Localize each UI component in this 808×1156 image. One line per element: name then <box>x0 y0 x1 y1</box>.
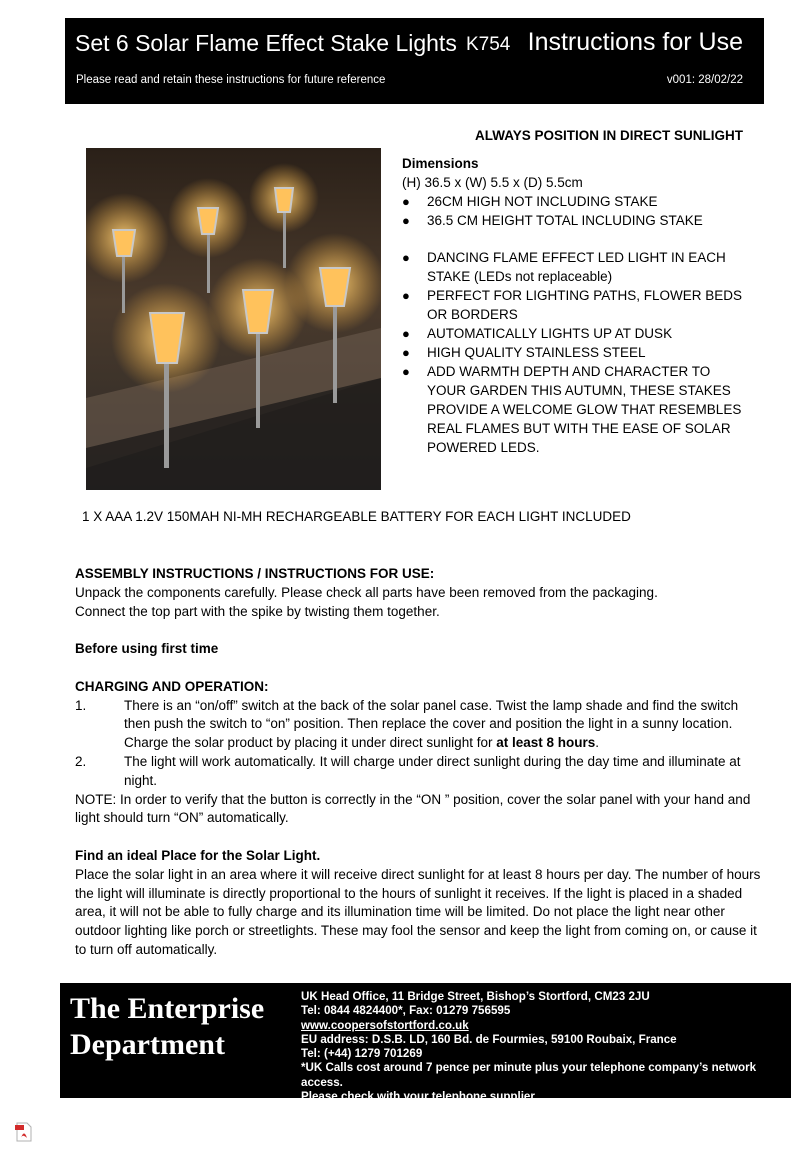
product-photo <box>86 148 381 490</box>
charging-heading: CHARGING AND OPERATION: <box>75 678 269 694</box>
list-item: ● PERFECT FOR LIGHTING PATHS, FLOWER BEDS OR BORDERS <box>402 288 743 322</box>
uk-address: UK Head Office, 11 Bridge Street, Bishop’s Stortford, CM23 2JU <box>301 990 650 1003</box>
instructions-body <box>75 565 765 960</box>
bullet-icon: ● <box>402 345 410 360</box>
call-cost-note: *UK Calls cost around 7 pence per minute plus your telephone company’s network access. <box>301 1061 757 1089</box>
note: NOTE: In order to verify that the button is correctly in the “ON ” position, cover the solar panel with your hand and light should turn “ON” automatically. <box>75 791 751 826</box>
list-item: ● DANCING FLAME EFFECT LED LIGHT IN EACH STAKE (LEDs not replaceable) <box>402 250 726 284</box>
header-banner <box>65 18 764 104</box>
uk-phone: Tel: 0844 4824400*, Fax: 01279 756595 <box>301 1004 511 1018</box>
product-title: Set 6 Solar Flame Effect Stake Lights <box>75 30 457 56</box>
contact-info <box>301 990 791 1104</box>
assembly-line-1: Unpack the components carefully. Please check all parts have been removed from the packaging. <box>75 584 658 600</box>
footer-banner <box>60 983 791 1104</box>
list-item: ● 36.5 CM HEIGHT TOTAL INCLUDING STAKE <box>402 213 703 228</box>
place-text: Place the solar light in an area where it will receive direct sunlight for at least 8 hours per day. The number of hours the light will illuminate is directly proportional to the hours of sunlight it receives. If the light is placed in a shaded area, it will not be able to fully charge and its illumination time will be limited. Do not place the light near other outdoor lighting like porch or streetlights. These may fool the sensor and keep the light from coming on, or cause it to turn off automatically. <box>75 866 761 957</box>
company-brand: The Enterprise Department <box>70 992 265 1061</box>
bullet-icon: ● <box>402 364 410 379</box>
version-date: v001: 28/02/22 <box>666 74 743 86</box>
eu-phone: Tel: (+44) 1279 701269 <box>301 1047 423 1061</box>
bullet-icon: ● <box>402 194 410 209</box>
assembly-line-2: Connect the top part with the spike by twisting them together. <box>75 603 440 619</box>
list-item: ● HIGH QUALITY STAINLESS STEEL <box>402 345 646 360</box>
assembly-heading: ASSEMBLY INSTRUCTIONS / INSTRUCTIONS FOR USE: <box>75 566 435 581</box>
step-1: 1. There is an “on/off” switch at the back of the solar panel case. Twist the lamp shade and find the switch then push the switch to “on” position. Then replace the cover and position the light in a sunny location. Charge the solar product by placing it under direct sunlight for at least 8 hours. <box>75 697 739 751</box>
bullet-icon: ● <box>402 288 410 303</box>
sunlight-warning: ALWAYS POSITION IN DIRECT SUNLIGHT <box>474 128 743 143</box>
list-item: ● 26CM HIGH NOT INCLUDING STAKE <box>402 194 658 209</box>
retain-notice: Please read and retain these instructions for future reference <box>76 74 386 86</box>
instructions-title: Instructions for Use <box>527 28 743 56</box>
dimensions-title: Dimensions <box>402 156 479 171</box>
bullet-icon: ● <box>402 250 410 265</box>
eu-address: EU address: D.S.B. LD, 160 Bd. de Fourmies, 59100 Roubaix, France <box>301 1032 677 1046</box>
dimensions-size: (H) 36.5 x (W) 5.5 x (D) 5.5cm <box>402 175 583 190</box>
step-2: 2. The light will work automatically. It will charge under direct sunlight during the day time and illuminate at night. <box>75 753 741 788</box>
specifications <box>402 154 752 457</box>
list-item: ● AUTOMATICALLY LIGHTS UP AT DUSK <box>402 326 673 341</box>
supplier-note: Please check with your telephone supplier. <box>301 1090 538 1104</box>
website-link[interactable]: www.coopersofstortford.co.uk <box>301 1018 469 1032</box>
bullet-icon: ● <box>402 326 410 341</box>
pdf-file-icon[interactable] <box>14 1122 34 1142</box>
before-first-use-heading: Before using first time <box>75 641 219 657</box>
list-item: ● ADD WARMTH DEPTH AND CHARACTER TO YOUR GARDEN THIS AUTUMN, THESE STAKES PROVIDE A WELCOME GLOW THAT RESEMBLES REAL FLAMES BUT WITH THE EASE OF SOLAR POWERED LEDS. <box>402 364 742 455</box>
place-heading: Find an ideal Place for the Solar Light. <box>75 847 321 863</box>
product-code: K754 <box>466 34 511 55</box>
battery-info: 1 X AAA 1.2V 150MAH NI-MH RECHARGEABLE BATTERY FOR EACH LIGHT INCLUDED <box>82 509 631 524</box>
bullet-icon: ● <box>402 213 410 228</box>
